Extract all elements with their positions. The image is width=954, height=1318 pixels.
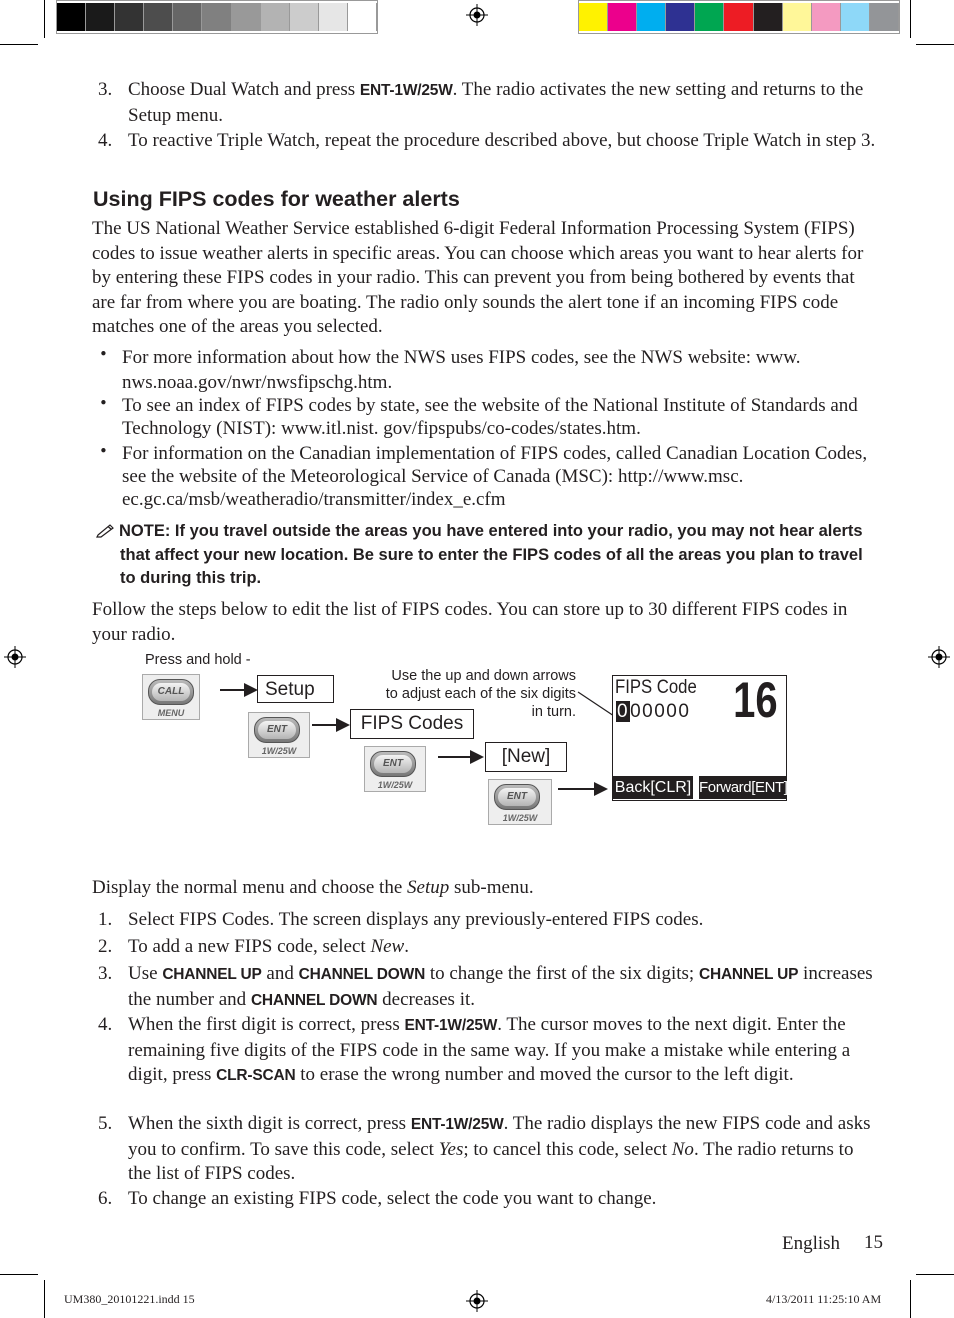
step-number: 4. [98,1014,113,1035]
gray-swatch [173,3,202,31]
intro-paragraph: The US National Weather Service established 6-digit Federal Information Processing System (FIPS) codes to issue weather alerts in specific areas. You can choose which areas you want to hear alerts for by entering these FIPS codes in your radio. This can prevent you from being bothered by events that are far from where you are boating. The radio only sounds the alert tone if an incoming FIPS code matches one of the areas you selected. [92,218,864,337]
step-4: When the first digit is correct, press ENT-1W/25W. The cursor moves to the next digit. Enter the remaining five digits of the FIPS code in the same way. If you make a mistake while entering a digit, press CLR-SCAN to erase the wrong number and moved the cursor to the left digit. [128,1014,851,1085]
gray-swatch [261,3,290,31]
ent-button: ENT 1W/25W [248,712,310,758]
color-swatch [783,3,812,31]
gray-swatch [57,3,86,31]
crop-mark [0,44,38,45]
step-3: Use CHANNEL UP and CHANNEL DOWN to change the first of the six digits; CHANNEL UP increases the number and CHANNEL DOWN decreases it. [128,963,873,1010]
ent-button: ENT 1W/25W [488,779,552,825]
section-heading: Using FIPS codes for weather alerts [93,187,460,211]
gray-swatch [202,3,231,31]
press-hold-label: Press and hold - [145,652,251,668]
color-swatch [637,3,666,31]
key-name: CHANNEL UP [698,966,799,983]
gray-swatch [144,3,173,31]
lcd-forward-softkey: Forward[ENT] [699,776,786,799]
pencil-icon [96,522,116,538]
gray-swatch [232,3,261,31]
step-number: 2. [98,936,113,957]
crop-mark [910,0,911,38]
key-name: CHANNEL DOWN [298,966,426,983]
new-menu-box: [New] [485,742,567,772]
color-swatch [579,3,608,31]
footer-language: English [782,1233,841,1254]
crop-mark [916,44,954,45]
crop-mark [44,1280,45,1318]
registration-mark-icon [466,4,488,26]
display-menu-text: Display the normal menu and choose the Setup sub-menu. [92,877,534,898]
lcd-channel-number: 16 [733,672,778,728]
ent-button: ENT 1W/25W [364,746,426,792]
lcd-cursor: 0 [617,701,630,722]
key-name: ENT-1W/25W [359,82,453,99]
key-name: CHANNEL DOWN [250,991,378,1009]
bullet-msc: For information on the Canadian implementation of FIPS codes, called Canadian Location Codes, see the website of the Meteorological Service of Canada (MSC): http://www.msc. ec.gc.ca/msb/weatheradio/transmitter/index_e.cfm [122,443,868,510]
crop-mark [0,1274,38,1275]
step-number: 3. [98,79,113,100]
bullet-nist: To see an index of FIPS codes by state, see the website of the National Institute of Standards and Technology (NIST): www.itl.nist. gov/fipspubs/co-codes/states.htm. [122,395,858,439]
crop-mark [910,1280,911,1318]
follow-text: Follow the steps below to edit the list of FIPS codes. You can store up to 30 different FIPS codes in your radio. [92,599,848,645]
gray-swatch [115,3,144,31]
arrow-right-icon [312,724,348,726]
step-number: 1. [98,909,113,930]
bullet-marker: • [99,442,108,460]
color-swatch [608,3,637,31]
intro-step-4: To reactive Triple Watch, repeat the procedure described above, but choose Triple Watch in step 3. [128,130,876,151]
registration-mark-icon [928,646,950,668]
color-swatch [724,3,753,31]
color-swatch [754,3,783,31]
step-2: To add a new FIPS code, select New. [128,936,409,957]
color-swatch [666,3,695,31]
intro-step-3: Choose Dual Watch and press ENT-1W/25W. The radio activates the new setting and returns to the Setup menu. [128,79,864,126]
registration-mark-icon [4,646,26,668]
setup-menu-box: Setup [257,675,334,703]
key-name: ENT-1W/25W [410,1116,504,1133]
color-swatch [812,3,841,31]
fips-codes-menu-box: FIPS Codes [350,709,474,739]
step-number: 3. [98,963,113,984]
slug-date: 4/13/2011 11:25:10 AM [766,1292,882,1306]
crop-mark [44,0,45,38]
key-name: CHANNEL UP [162,966,262,983]
step-number: 5. [98,1113,113,1134]
registration-mark-icon [466,1290,488,1312]
lcd-fips-digits: 000000 [617,701,691,722]
bullet-marker: • [99,345,108,363]
color-swatch [695,3,724,31]
slug-file: UM380_20101221.indd 15 [64,1292,195,1306]
gray-swatch [290,3,319,31]
gray-color-bar [56,0,378,34]
key-name: ENT-1W/25W [404,1017,498,1034]
gray-swatch [348,3,377,31]
step-6: To change an existing FIPS code, select the code you want to change. [128,1188,657,1209]
step-1: Select FIPS Codes. The screen displays any previously-entered FIPS codes. [128,909,704,930]
lcd-screen [612,672,788,801]
note-text: NOTE: If you travel outside the areas you have entered into your radio, you may not hear alerts that affect your new location. Be sure to enter the FIPS codes of all the areas you plan to travel to during this trip. [119,522,863,587]
crop-mark [916,1274,954,1275]
step-5: When the sixth digit is correct, press ENT-1W/25W. The radio displays the new FIPS code and asks you to confirm. To save this code, select Yes; to cancel this code, select No. The radio returns to the list of FIPS codes. [128,1113,871,1184]
gray-swatch [86,3,115,31]
arrow-right-icon [558,788,606,790]
lcd-back-softkey: Back[CLR] [613,776,693,799]
call-menu-button: CALL MENU [142,674,200,720]
callout-leader-line [576,690,616,720]
bullet-marker: • [99,394,108,412]
arrows-callout: Use the up and down arrows to adjust each of the six digits in turn. [385,668,576,720]
bullet-nws: For more information about how the NWS uses FIPS codes, see the NWS website: www. nws.noaa.gov/nwr/nwsfipschg.htm. [122,347,801,393]
gray-swatch [319,3,348,31]
step-number: 4. [98,130,113,151]
step-number: 6. [98,1188,113,1209]
page-number: 15 [864,1232,883,1253]
arrow-right-icon [220,689,256,691]
key-name: CLR-SCAN [216,1067,296,1084]
process-color-bar [578,0,900,34]
color-swatch [870,3,899,31]
arrow-right-icon [438,756,482,758]
color-swatch [841,3,870,31]
lcd-title: FIPS Code [615,677,697,698]
